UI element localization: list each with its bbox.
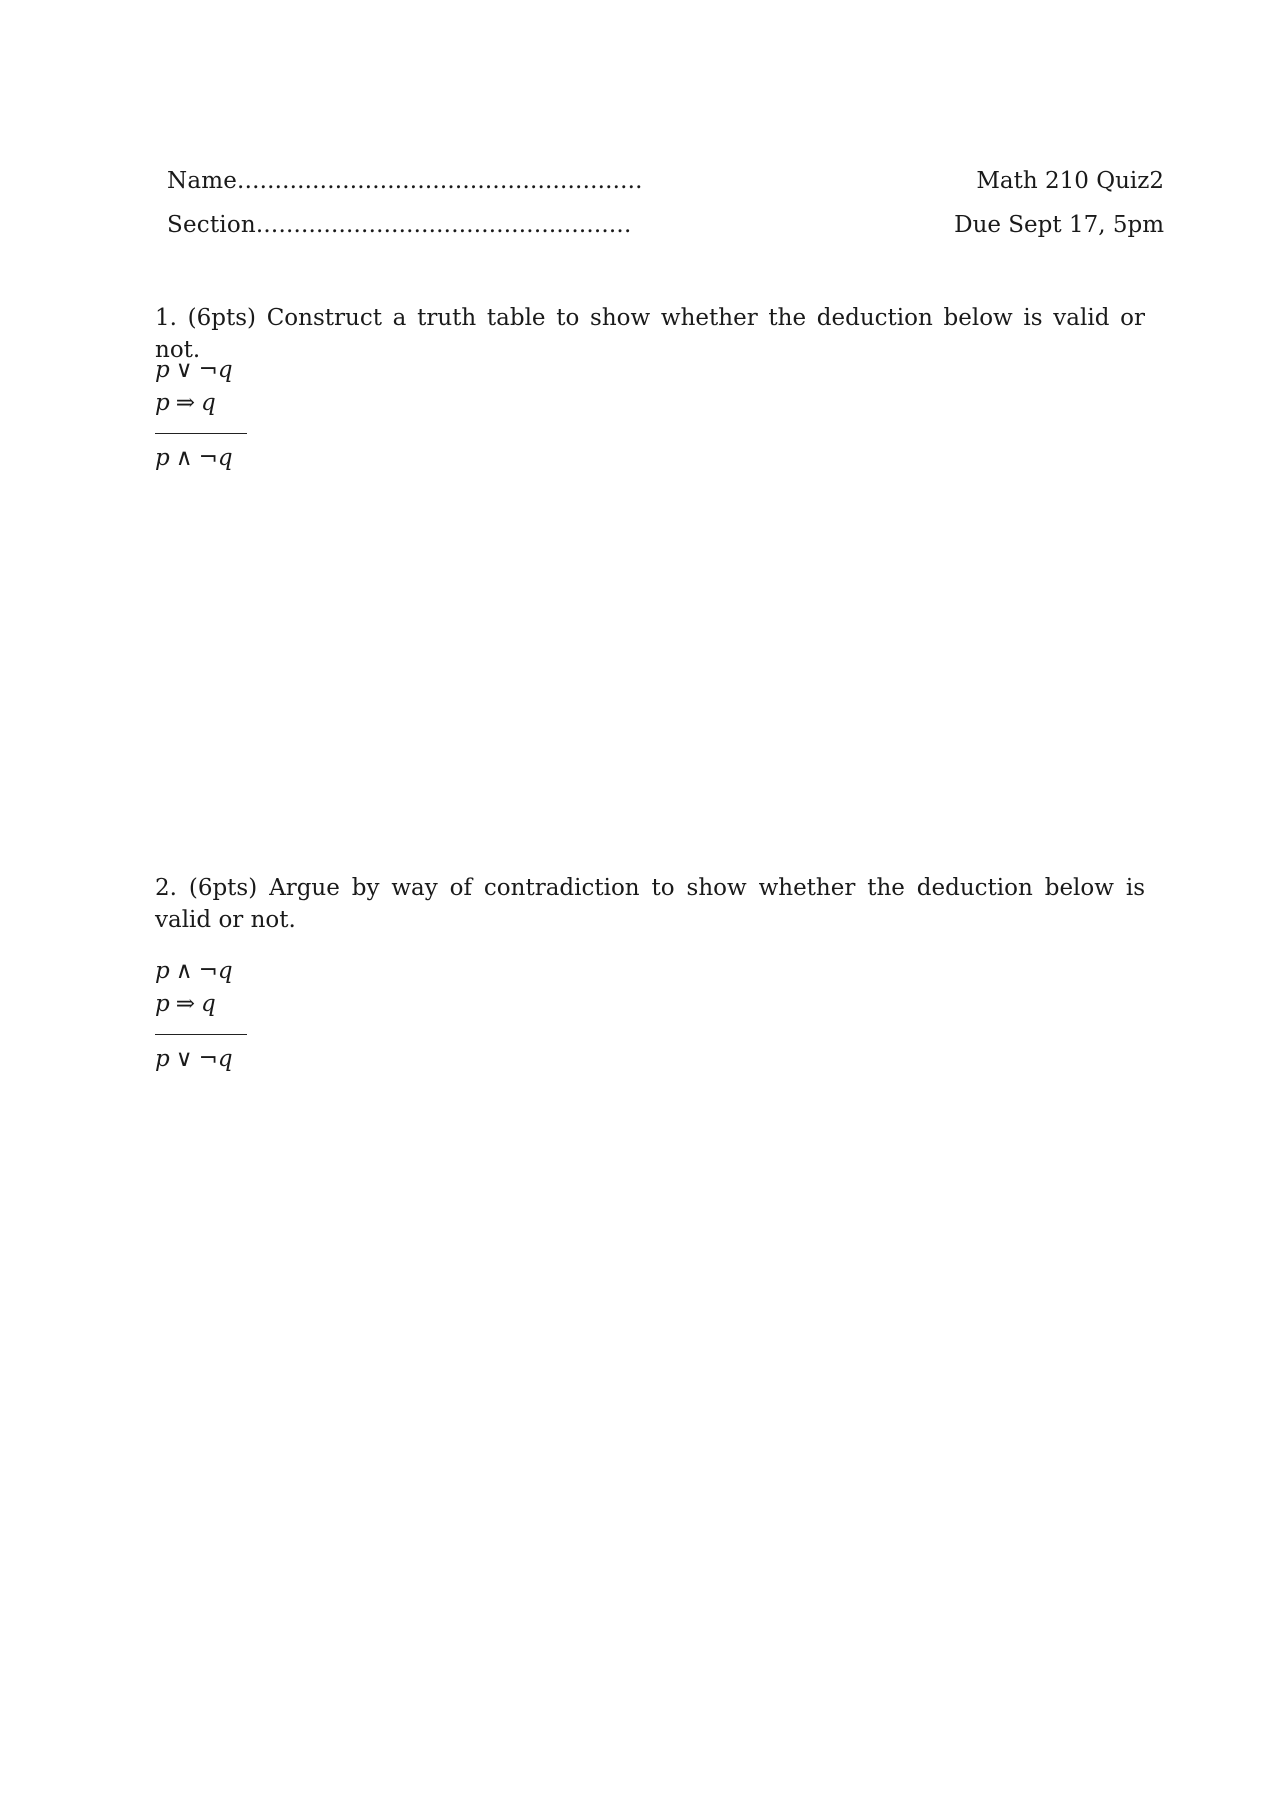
question-1-deduction [155, 354, 247, 475]
conclusion [155, 442, 247, 475]
conclusion-left: p [155, 445, 170, 471]
section-field-line: Section.................................................. [167, 212, 632, 238]
premise-2 [155, 988, 247, 1021]
premise-2-operator: ⇒ [175, 390, 196, 416]
conclusion-operator: ∧ [175, 445, 193, 471]
conclusion-operator: ∨ [175, 1046, 193, 1072]
premise-2-operator: ⇒ [175, 991, 196, 1017]
premise-1 [155, 955, 247, 988]
premise-2-left: p [155, 991, 170, 1017]
premise-1-left: p [155, 958, 170, 984]
name-field-line: Name...................................................... [167, 168, 643, 194]
premise-1 [155, 354, 247, 387]
deduction-rule [155, 1034, 247, 1035]
question-1-text: 1. (6pts) Construct a truth table to show whether the deduction below is valid or not. [155, 305, 1145, 363]
premise-2-right: q [201, 991, 216, 1017]
conclusion-left: p [155, 1046, 170, 1072]
question-2-deduction [155, 955, 247, 1076]
premise-2 [155, 387, 247, 420]
premise-2-left: p [155, 390, 170, 416]
due-date: Due Sept 17, 5pm [954, 212, 1164, 238]
conclusion-right: ¬q [198, 1046, 233, 1072]
conclusion [155, 1043, 247, 1076]
premise-1-operator: ∨ [175, 357, 193, 383]
premise-1-left: p [155, 357, 170, 383]
conclusion-right: ¬q [198, 445, 233, 471]
premise-1-operator: ∧ [175, 958, 193, 984]
premise-1-right: ¬q [198, 357, 233, 383]
premise-1-right: ¬q [198, 958, 233, 984]
course-title: Math 210 Quiz2 [976, 168, 1164, 194]
deduction-rule [155, 433, 247, 434]
premise-2-right: q [201, 390, 216, 416]
question-2-text: 2. (6pts) Argue by way of contradiction to show whether the deduction below is valid or not. [155, 875, 1145, 933]
